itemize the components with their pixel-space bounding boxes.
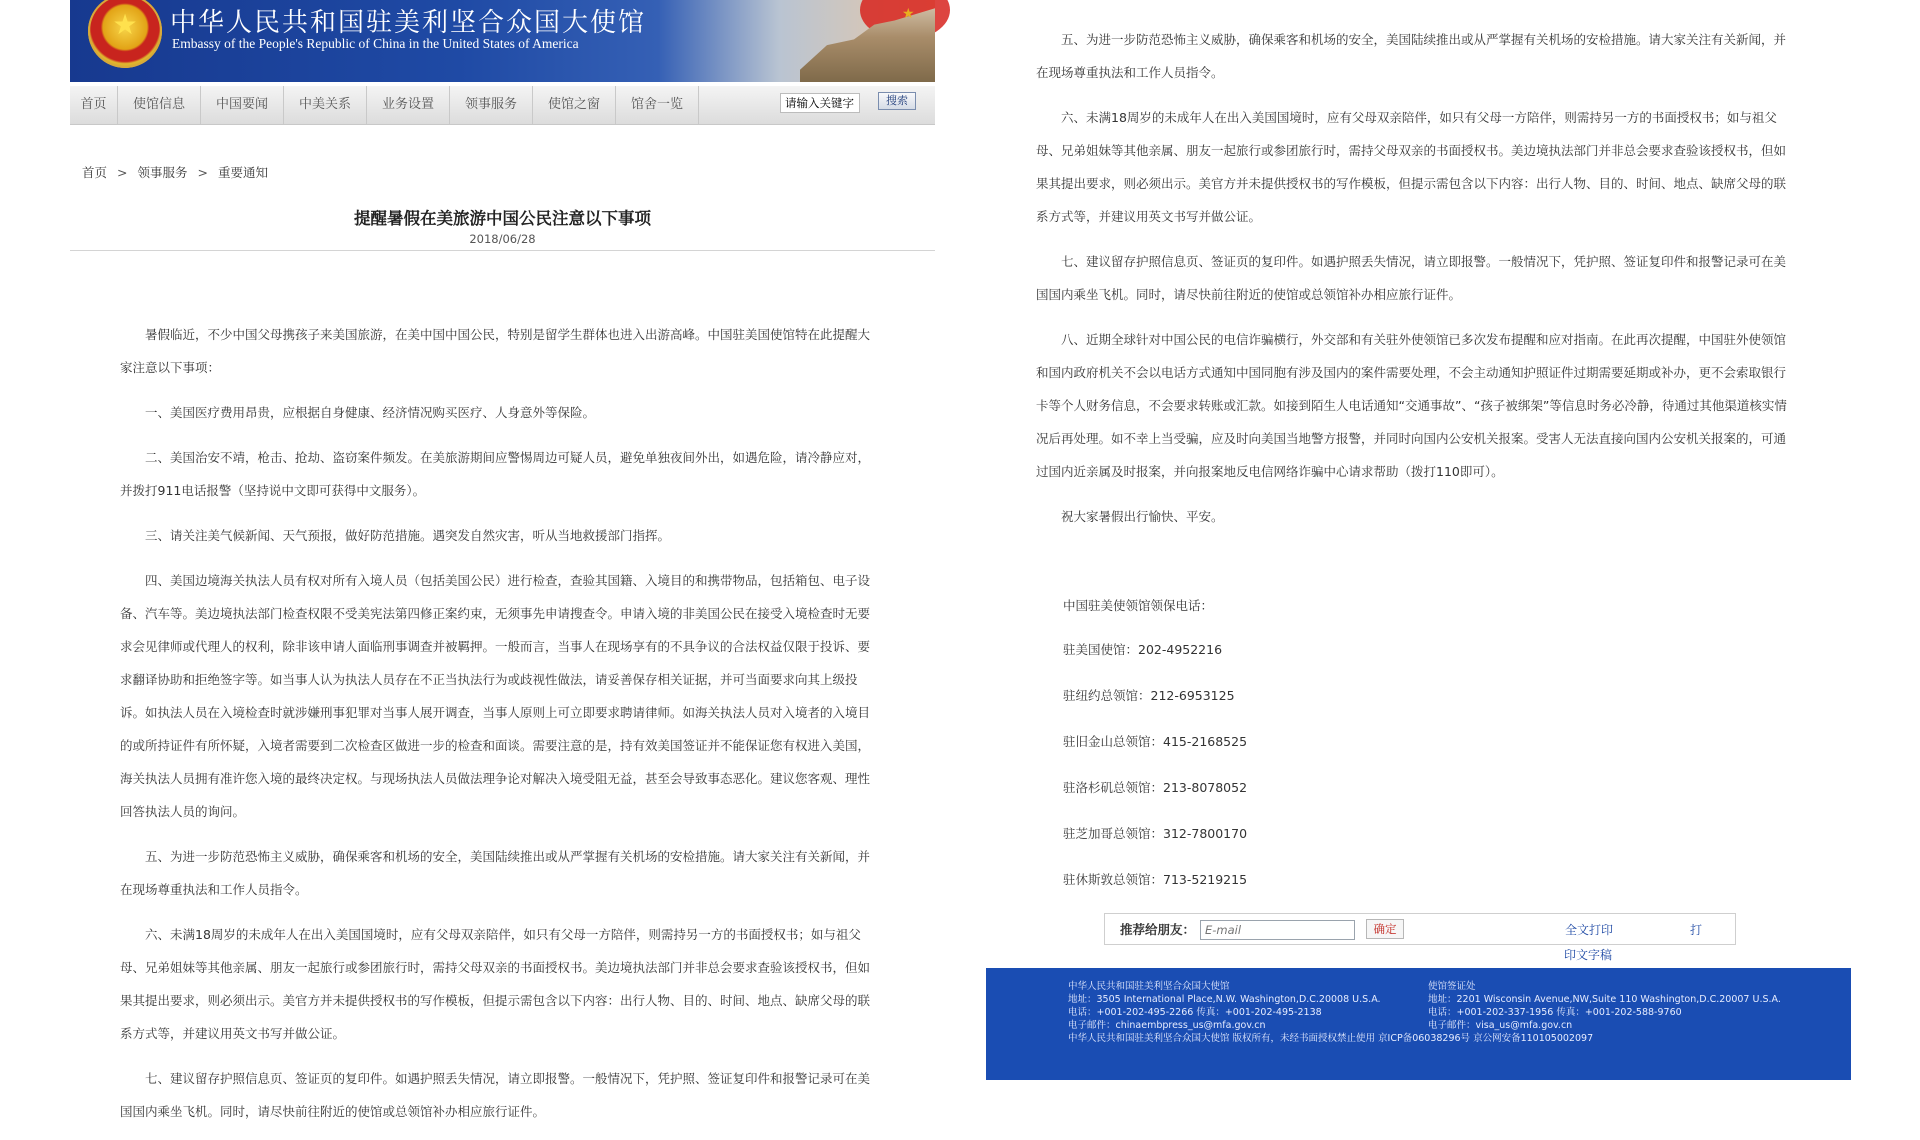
contact-line: 驻休斯敦总领馆：713-5219215 [1063, 872, 1248, 887]
chevron-right-icon: > [117, 165, 128, 180]
article-body-continued [1036, 23, 1796, 545]
confirm-button[interactable]: 确定 [1366, 919, 1404, 939]
nav-embassy-window[interactable]: 使馆之窗 [533, 86, 616, 124]
search-button[interactable]: 搜索 [878, 92, 916, 110]
nav-consular-services[interactable]: 领事服务 [450, 86, 533, 124]
nav-home[interactable]: 首页 [70, 86, 118, 124]
site-footer [986, 968, 1851, 1080]
footer-line: 电话：+001-202-495-2266 传真：+001-202-495-2138 [1068, 1007, 1322, 1018]
email-field[interactable] [1200, 920, 1355, 940]
publish-date: 2018/06/28 [469, 232, 536, 246]
chevron-right-icon: > [197, 165, 208, 180]
print-link[interactable]: 打 [1690, 923, 1703, 937]
footer-line: 地址：3505 International Place,N.W. Washington,D.C.20008 U.S.A. [1068, 994, 1381, 1005]
breadcrumb-home[interactable]: 首页 [82, 165, 108, 180]
article-paragraph: 暑假临近，不少中国父母携孩子来美国旅游，在美中国中国公民，特别是留学生群体也进入出游高峰。中国驻美国使馆特在此提醒大家注意以下事项： [120, 327, 871, 375]
site-banner [70, 0, 935, 82]
footer-embassy-info [1068, 980, 1381, 1032]
recommend-bar [1104, 913, 1736, 945]
footer-line: 使馆签证处 [1428, 981, 1476, 992]
contact-line: 驻旧金山总领馆：415-2168525 [1063, 734, 1248, 749]
nav-business-setup[interactable]: 业务设置 [367, 86, 450, 124]
contact-line: 驻纽约总领馆：212-6953125 [1063, 688, 1235, 703]
consular-contacts [1063, 596, 1247, 916]
divider [70, 250, 935, 251]
footer-line: 地址：2201 Wisconsin Avenue,NW,Suite 110 Washington,D.C.20007 U.S.A. [1428, 994, 1781, 1005]
contact-line: 驻芝加哥总领馆：312-7800170 [1063, 826, 1248, 841]
article-paragraph: 一、美国医疗费用昂贵，应根据自身健康、经济情况购买医疗、人身意外等保险。 [145, 405, 596, 420]
article-paragraph: 六、未满18周岁的未成年人在出入美国国境时，应有父母双亲陪伴，如只有父母一方陪伴，则需持另一方的书面授权书；如与祖父母、兄弟姐妹等其他亲属、朋友一起旅行或参团旅行时，需持父母双亲的书面授权书。美边境执法部门并非总会要求查验该授权书，但如果其提出要求，则必须出示。美官方并未提供授权书的写作模板，但提示需包含以下内容：出行人物、目的、时间、地点、缺席父母的联系方式等，并建议用英文书写并做公证。 [1036, 110, 1787, 224]
article-paragraph: 七、建议留存护照信息页、签证页的复印件。如遇护照丢失情况，请立即报警。一般情况下，凭护照、签证复印件和报警记录可在美国国内乘坐飞机。同时，请尽快前往附近的使馆或总领馆补办相应旅行证件。 [120, 1071, 871, 1119]
footer-line: 电子邮件：chinaembpress_us@mfa.gov.cn [1068, 1020, 1266, 1031]
page-capture-right [986, 0, 1851, 1080]
recommend-label: 推荐给朋友： [1120, 922, 1196, 937]
breadcrumb-consular[interactable]: 领事服务 [137, 165, 188, 180]
main-nav [70, 86, 935, 125]
article-paragraph: 四、美国边境海关执法人员有权对所有入境人员（包括美国公民）进行检查，查验其国籍、入境目的和携带物品，包括箱包、电子设备、汽车等。美边境执法部门检查权限不受美宪法第四修正案约束，无须事先申请搜查令。申请入境的非美国公民在接受入境检查时无要求会见律师或代理人的权利，除非该申请人面临刑事调查并被羁押。一般而言，当事人在现场享有的不具争议的合法权益仅限于投诉、要求翻译协助和拒绝签字等。如当事人认为执法人员存在不正当执法行为或歧视性做法，请妥善保存相关证据，并可当面要求向其上级投诉。如执法人员在入境检查时就涉嫌刑事犯罪对当事人展开调查，当事人原则上可立即要求聘请律师。如海关执法人员对入境者的入境目的或所持证件有所怀疑，入境者需要到二次检查区做进一步的检查和面谈。需要注意的是，持有效美国签证并不能保证您有权进入美国，海关执法人员拥有准许您入境的最终决定权。与现场执法人员做法理争论对解决入境受阻无益，甚至会导致事态恶化。建议您客观、理性回答执法人员的询问。 [120, 573, 871, 819]
search-input[interactable] [780, 93, 860, 113]
national-emblem-icon [88, 0, 162, 68]
nav-china-news[interactable]: 中国要闻 [201, 86, 284, 124]
page-capture-left [70, 0, 935, 1119]
article-paragraph: 六、未满18周岁的未成年人在出入美国国境时，应有父母双亲陪伴，如只有父母一方陪伴，则需持另一方的书面授权书；如与祖父母、兄弟姐妹等其他亲属、朋友一起旅行或参团旅行时，需持父母双亲的书面授权书。美边境执法部门并非总会要求查验该授权书，但如果其提出要求，则必须出示。美官方并未提供授权书的写作模板，但提示需包含以下内容：出行人物、目的、时间、地点、缺席父母的联系方式等，并建议用英文书写并做公证。 [120, 927, 871, 1041]
footer-line: 电话：+001-202-337-1956 传真：+001-202-588-9760 [1428, 1007, 1682, 1018]
nav-premises[interactable]: 馆舍一览 [616, 86, 699, 124]
article-paragraph: 七、建议留存护照信息页、签证页的复印件。如遇护照丢失情况，请立即报警。一般情况下，凭护照、签证复印件和报警记录可在美国国内乘坐飞机。同时，请尽快前往附近的使馆或总领馆补办相应旅行证件。 [1036, 254, 1787, 302]
article-paragraph: 八、近期全球针对中国公民的电信诈骗横行，外交部和有关驻外使领馆已多次发布提醒和应对指南。在此再次提醒，中国驻外使领馆和国内政府机关不会以电话方式通知中国同胞有涉及国内的案件需要处理，不会主动通知护照证件过期需要延期或补办，更不会索取银行卡等个人财务信息，不会要求转账或汇款。如接到陌生人电话通知“交通事故”、“孩子被绑架”等信息时务必冷静，待通过其他渠道核实情况后再处理。如不幸上当受骗，应及时向美国当地警方报警，并同时向国内公安机关报案。受害人无法直接向国内公安机关报案的，可通过国内近亲属及时报案，并向报案地反电信网络诈骗中心请求帮助（拨打110即可）。 [1036, 332, 1787, 479]
article-body [120, 318, 880, 1140]
site-title-en: Embassy of the People's Republic of China in the United States of America [172, 36, 579, 51]
footer-line: 中华人民共和国驻美利坚合众国大使馆 [1068, 981, 1230, 992]
nav-china-us-relations[interactable]: 中美关系 [284, 86, 367, 124]
footer-visa-info [1428, 980, 1781, 1032]
article-paragraph: 三、请关注美气候新闻、天气预报，做好防范措施。遇突发自然灾害，听从当地救援部门指挥。 [145, 528, 671, 543]
breadcrumb [82, 163, 268, 181]
article-closing: 祝大家暑假出行愉快、平安。 [1061, 509, 1224, 524]
article-paragraph: 五、为进一步防范恐怖主义威胁，确保乘客和机场的安全，美国陆续推出或从严掌握有关机场的安检措施。请大家关注有关新闻，并在现场尊重执法和工作人员指令。 [120, 849, 871, 897]
print-text-link[interactable]: 印文字稿 [1564, 948, 1613, 962]
page-title: 提醒暑假在美旅游中国公民注意以下事项 [354, 209, 651, 228]
footer-line: 电子邮件：visa_us@mfa.gov.cn [1428, 1020, 1573, 1031]
footer-copyright: 中华人民共和国驻美利坚合众国大使馆 版权所有，未经书面授权禁止使用 京ICP备06038296号 京公网安备110105002097 [1068, 1033, 1594, 1044]
breadcrumb-notice[interactable]: 重要通知 [218, 165, 269, 180]
site-title-cn: 中华人民共和国驻美利坚合众国大使馆 [170, 8, 647, 38]
flag-star-icon: ★ [902, 6, 915, 22]
contacts-heading: 中国驻美使领馆领保电话： [1063, 598, 1214, 613]
article-paragraph: 二、美国治安不靖，枪击、抢劫、盗窃案件频发。在美旅游期间应警惕周边可疑人员，避免单独夜间外出，如遇危险，请冷静应对，并拨打911电话报警（坚持说中文即可获得中文服务）。 [120, 450, 871, 498]
contact-line: 驻洛杉矶总领馆：213-8078052 [1063, 780, 1248, 795]
article-paragraph: 五、为进一步防范恐怖主义威胁，确保乘客和机场的安全，美国陆续推出或从严掌握有关机场的安检措施。请大家关注有关新闻，并在现场尊重执法和工作人员指令。 [1036, 32, 1787, 80]
print-full-link[interactable]: 全文打印 [1565, 923, 1614, 937]
contact-line: 驻美国使馆：202-4952216 [1063, 642, 1223, 657]
nav-embassy-info[interactable]: 使馆信息 [118, 86, 201, 124]
